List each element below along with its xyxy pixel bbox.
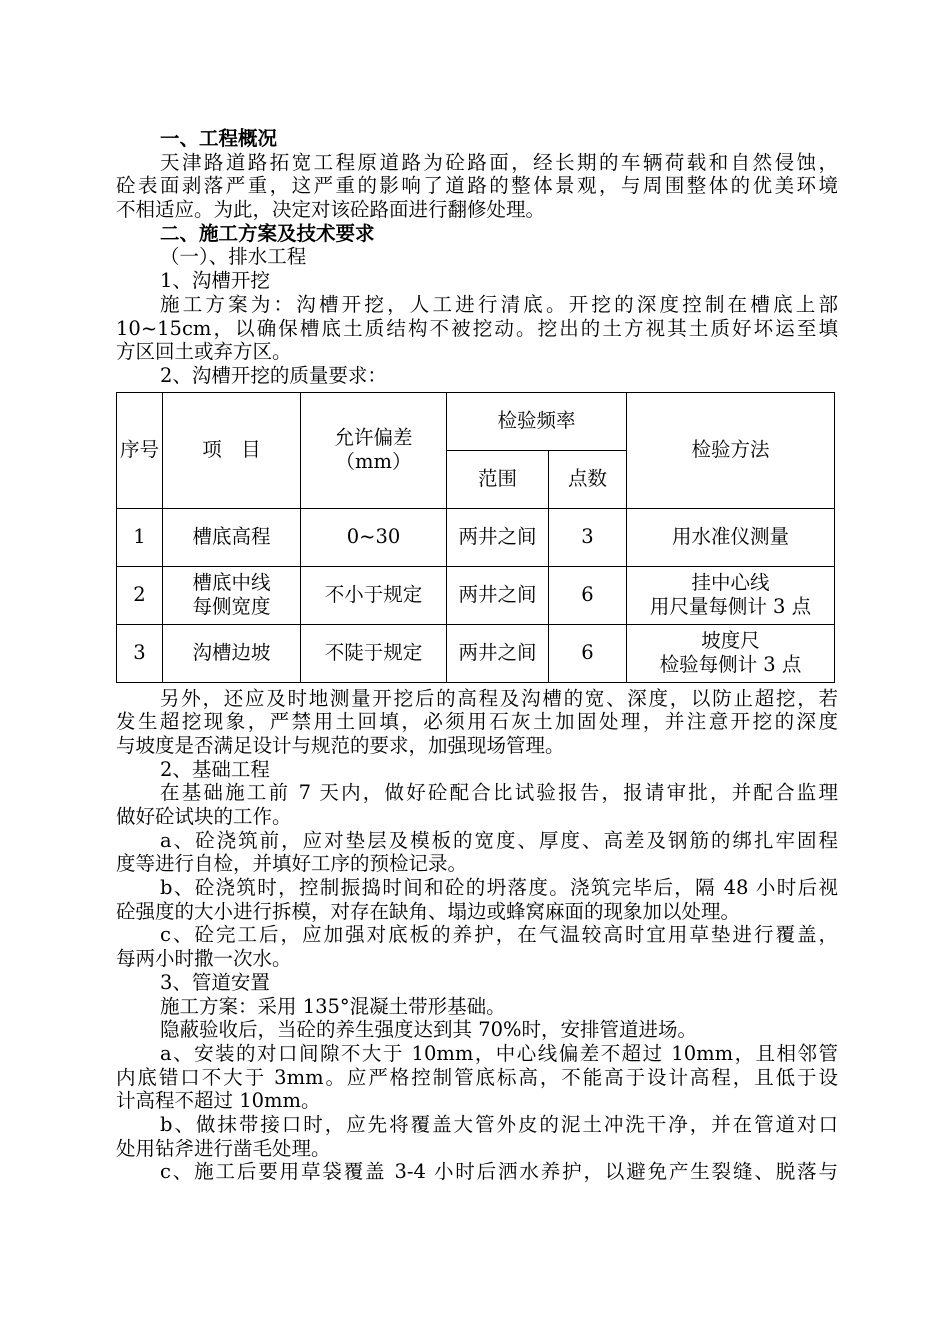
paragraph-line: b、做抹带接口时，应先将覆盖大管外皮的泥土冲洗干净，并在管道对口: [160, 1112, 838, 1136]
header-range: 范围: [447, 450, 549, 508]
paragraph-line: 砼表面剥落严重，这严重的影响了道路的整体景观，与周围整体的优美环境: [116, 174, 838, 198]
paragraph-line: a、安装的对口间隙不大于 10mm，中心线偏差不超过 10mm，且相邻管: [160, 1041, 838, 1065]
paragraph-line: 施工方案：采用 135°混凝土带形基础。: [160, 994, 506, 1018]
cell-no: 3: [117, 624, 163, 682]
paragraph-line: 每两小时撒一次水。: [116, 947, 292, 971]
cell-no: 2: [117, 566, 163, 624]
cell-range: 两井之间: [447, 566, 549, 624]
paragraph-line: 施工方案为：沟槽开挖，人工进行清底。开挖的深度控制在槽底上部: [160, 292, 838, 316]
cell-range: 两井之间: [447, 508, 549, 566]
quality-requirements-table: [116, 392, 835, 683]
header-tolerance-line1: 允许偏差: [334, 426, 413, 450]
section-heading: 一、工程概况: [160, 127, 278, 150]
item-heading: 2、基础工程: [160, 757, 270, 781]
cell-item-line1: 槽底中线: [192, 571, 271, 595]
subsection-heading: （一）、排水工程: [160, 245, 307, 269]
table-row: [117, 566, 835, 624]
cell-method: [627, 566, 835, 624]
cell-item: 沟槽边坡: [163, 624, 301, 682]
cell-item-line2: 每侧宽度: [192, 595, 271, 619]
header-method: 检验方法: [627, 392, 835, 508]
paragraph-line: c、施工后要用草袋覆盖 3-4 小时后洒水养护，以避免产生裂缝、脱落与: [160, 1160, 838, 1184]
table-row: [117, 624, 835, 682]
table-header-row: [117, 392, 835, 450]
item-heading: 3、管道安置: [160, 970, 270, 994]
item-heading: 1、沟槽开挖: [160, 269, 270, 293]
paragraph-line: 另外，还应及时地测量开挖后的高程及沟槽的宽、深度，以防止超挖，若: [160, 686, 838, 710]
paragraph-line: b、砼浇筑时，控制振捣时间和砼的坍落度。浇筑完毕后，隔 48 小时后视: [160, 876, 838, 900]
paragraph-line: 内底错口不大于 3mm。应严格控制管底标高，不能高于设计高程，且低于设: [116, 1065, 838, 1089]
cell-no: 1: [117, 508, 163, 566]
cell-method-line1: 挂中心线: [691, 571, 770, 595]
paragraph-line: 天津路道路拓宽工程原道路为砼路面，经长期的车辆荷载和自然侵蚀，: [160, 150, 838, 174]
paragraph-line: a、砼浇筑前，应对垫层及模板的宽度、厚度、高差及钢筋的绑扎牢固程: [160, 828, 838, 852]
cell-points: 3: [549, 508, 627, 566]
paragraph-line: 发生超挖现象，严禁用土回填，必须用石灰土加固处理，并注意开挖的深度: [116, 710, 838, 734]
paragraph-line: 做好砼试块的工作。: [116, 805, 292, 828]
header-tolerance-line2: （mm）: [335, 450, 412, 474]
header-points: 点数: [549, 450, 627, 508]
paragraph-line: 处用钻斧进行凿毛处理。: [116, 1136, 331, 1160]
paragraph-line: 10~15cm，以确保槽底土质结构不被挖动。挖出的土方视其土质好坏运至填: [116, 316, 838, 340]
section-heading: 二、施工方案及技术要求: [160, 221, 375, 245]
cell-points: 6: [549, 624, 627, 682]
paragraph-line: 在基础施工前 7 天内，做好砼配合比试验报告，报请审批，并配合监理: [160, 781, 838, 805]
cell-method-line2: 检验每侧计 3 点: [659, 653, 802, 677]
header-tolerance: [301, 392, 447, 508]
cell-tolerance: 不小于规定: [301, 566, 447, 624]
item-heading: 2、沟槽开挖的质量要求：: [160, 363, 387, 387]
cell-method: 用水准仪测量: [627, 508, 835, 566]
cell-range: 两井之间: [447, 624, 549, 682]
paragraph-line: 方区回土或弃方区。: [116, 340, 292, 364]
cell-tolerance: 0~30: [301, 508, 447, 566]
document-body: [116, 127, 838, 1184]
paragraph-line: 不相适应。为此，决定对该砼路面进行翻修处理。: [116, 198, 546, 222]
cell-tolerance: 不陡于规定: [301, 624, 447, 682]
cell-method-line2: 用尺量每侧计 3 点: [649, 595, 812, 619]
header-frequency: 检验频率: [447, 392, 627, 450]
cell-method-line1: 坡度尺: [701, 629, 760, 653]
paragraph-line: 度等进行自检，并填好工序的预检记录。: [116, 852, 468, 876]
cell-points: 6: [549, 566, 627, 624]
paragraph-line: 与坡度是否满足设计与规范的要求，加强现场管理。: [116, 733, 565, 757]
table-row: [117, 508, 835, 566]
cell-item: 槽底高程: [163, 508, 301, 566]
paragraph-line: c、砼完工后，应加强对底板的养护，在气温较高时宜用草垫进行覆盖，: [160, 923, 838, 947]
header-no: 序号: [117, 392, 163, 508]
paragraph-line: 砼强度的大小进行拆模，对存在缺角、塌边或蜂窝麻面的现象加以处理。: [116, 899, 741, 923]
paragraph-line: 计高程不超过 10mm。: [116, 1089, 321, 1113]
cell-item: [163, 566, 301, 624]
cell-method: [627, 624, 835, 682]
header-item: 项 目: [163, 392, 301, 508]
paragraph-line: 隐蔽验收后，当砼的养生强度达到其 70%时，安排管道进场。: [160, 1018, 698, 1042]
